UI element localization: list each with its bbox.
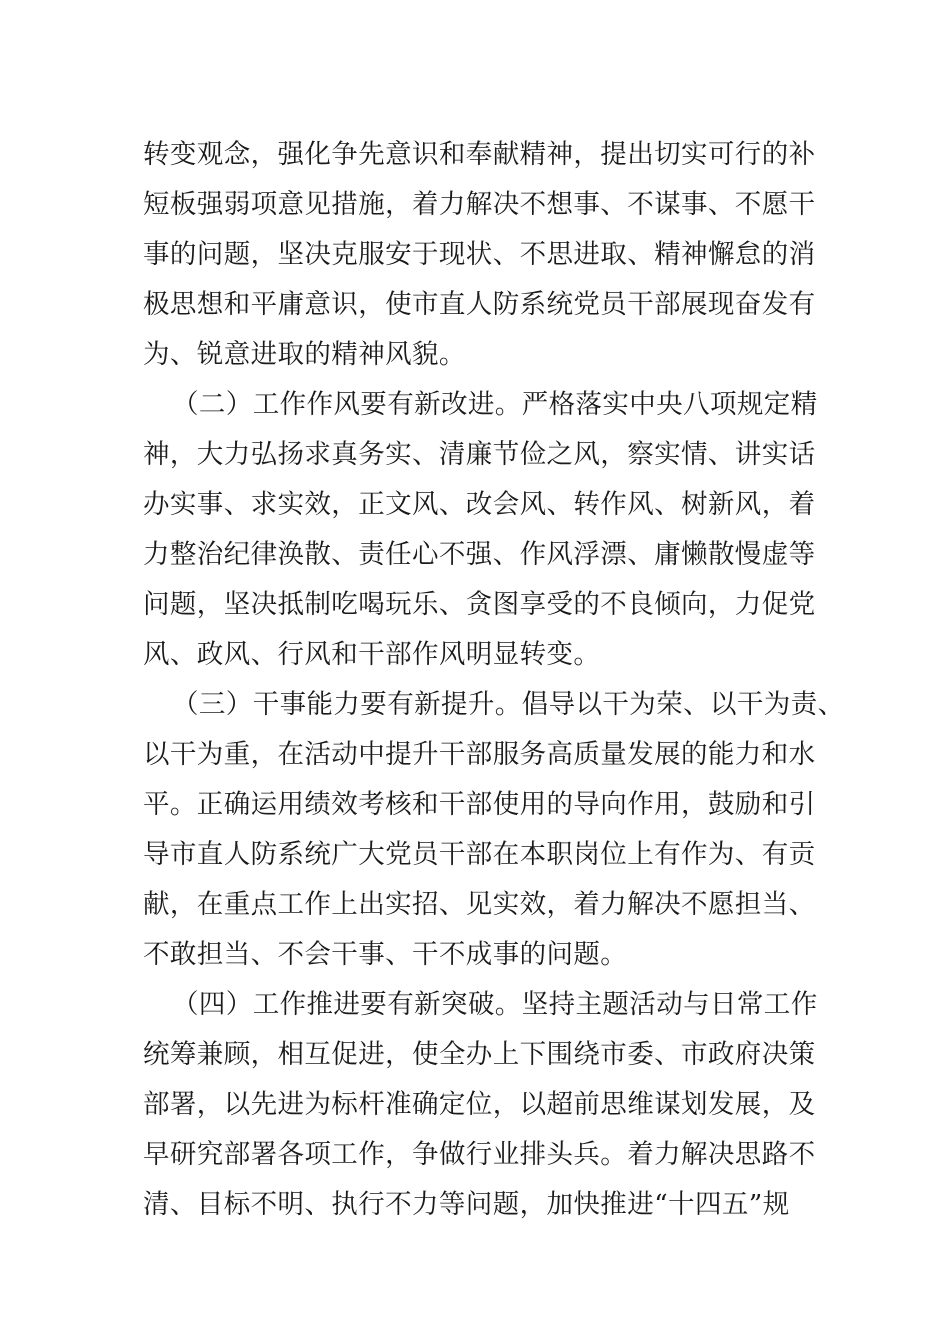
text-line: 力整治纪律涣散、责任心不强、作风浮漂、庸懒散慢虚等 [143, 539, 816, 570]
text-line: 为、锐意进取的精神风貌。 [143, 339, 466, 370]
text-line: 问题，坚决抵制吃喝玩乐、贪图享受的不良倾向，力促党 [143, 589, 816, 620]
text-line: 献，在重点工作上出实招、见实效，着力解决不愿担当、 [143, 889, 816, 920]
text-line: 风、政风、行风和干部作风明显转变。 [143, 639, 601, 670]
text-line: 极思想和平庸意识，使市直人防系统党员干部展现奋发有 [143, 289, 816, 320]
paragraph-start-line: （二）工作作风要有新改进。严格落实中央八项规定精 [172, 389, 818, 420]
text-line: 部署，以先进为标杆准确定位，以超前思维谋划发展，及 [143, 1089, 816, 1120]
paragraph-start-line: （四）工作推进要有新突破。坚持主题活动与日常工作 [172, 989, 818, 1020]
text-line: 办实事、求实效，正文风、改会风、转作风、树新风，着 [143, 489, 816, 520]
text-line: 统筹兼顾，相互促进，使全办上下围绕市委、市政府决策 [143, 1039, 816, 1070]
text-line: 导市直人防系统广大党员干部在本职岗位上有作为、有贡 [143, 839, 816, 870]
text-line: 平。正确运用绩效考核和干部使用的导向作用，鼓励和引 [143, 789, 816, 820]
paragraph-start-line: （三）干事能力要有新提升。倡导以干为荣、以干为责、 [172, 689, 845, 720]
text-line: 事的问题，坚决克服安于现状、不思进取、精神懈怠的消 [143, 239, 816, 270]
text-line: 神，大力弘扬求真务实、清廉节俭之风，察实情、讲实话 [143, 439, 816, 470]
text-line: 清、目标不明、执行不力等问题，加快推进“十四五”规 [143, 1189, 790, 1220]
text-line: 不敢担当、不会干事、干不成事的问题。 [143, 939, 628, 970]
text-line: 以干为重，在活动中提升干部服务高质量发展的能力和水 [143, 739, 816, 770]
text-line: 转变观念，强化争先意识和奉献精神，提出切实可行的补 [143, 139, 816, 170]
text-line: 短板强弱项意见措施，着力解决不想事、不谋事、不愿干 [143, 189, 816, 220]
text-line: 早研究部署各项工作，争做行业排头兵。着力解决思路不 [143, 1139, 816, 1170]
